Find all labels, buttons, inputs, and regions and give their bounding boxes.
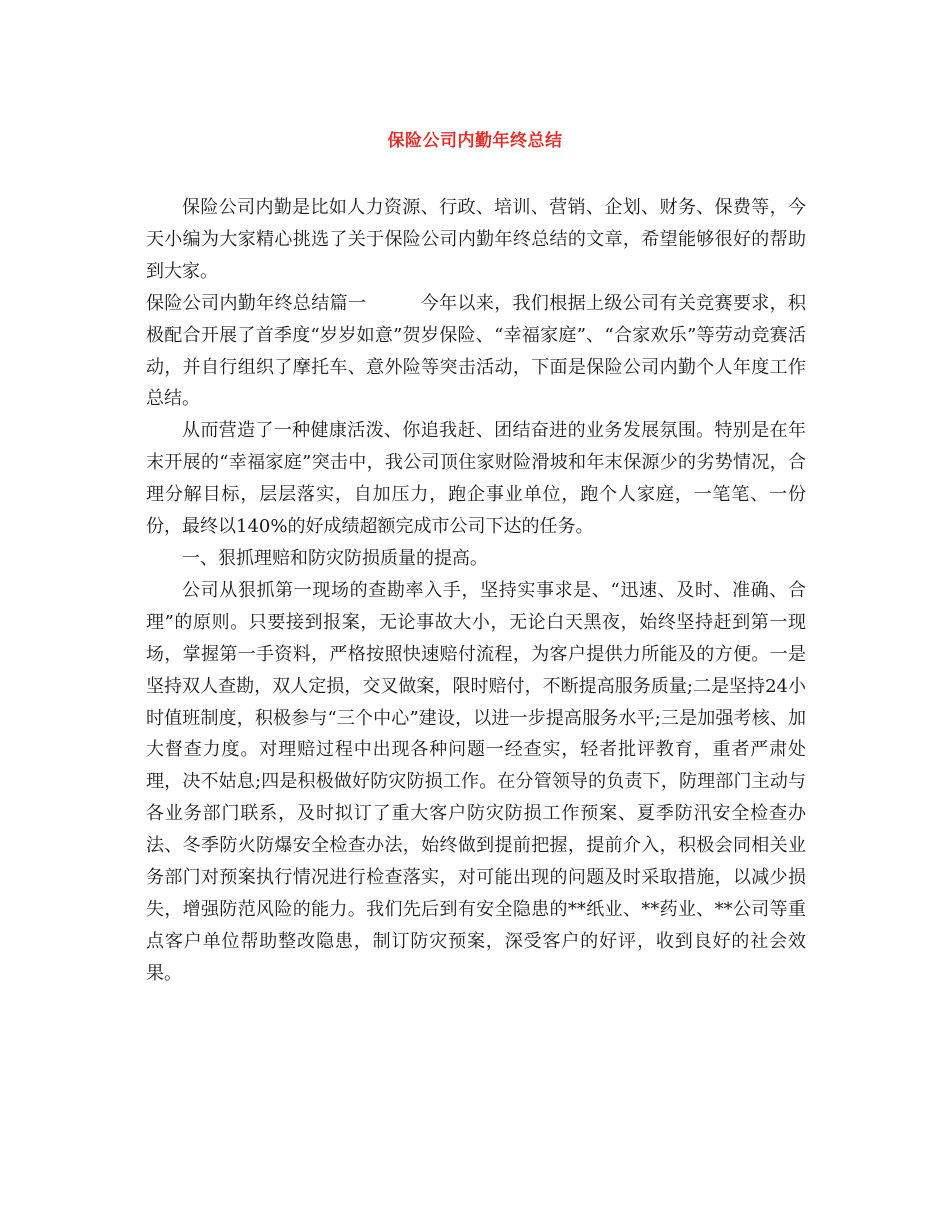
intro-paragraph: 保险公司内勤是比如人力资源、行政、培训、营销、企划、财务、保费等，今天小编为大家精心挑选了关于保险公司内勤年终总结的文章，希望能够很好的帮助到大家。: [146, 197, 806, 282]
subsection-heading: 一、狠抓理赔和防灾防损质量的提高。: [182, 547, 488, 569]
document-body: [146, 192, 806, 990]
document-title: 保险公司内勤年终总结: [387, 131, 563, 151]
section-one-heading: 保险公司内勤年终总结篇一: [146, 292, 367, 314]
section-one-text: 今年以来，我们根据上级公司有关竞赛要求，积极配合开展了首季度“岁岁如意”贺岁保险、“幸福家庭”、“合家欢乐”等劳动竞赛活动，并自行组织了摩托车、意外险等突击活动，下面是保险公司内勤个人年度工作总结。: [146, 292, 807, 410]
body-paragraph: 从而营造了一种健康活泼、你追我赶、团结奋进的业务发展氛围。特别是在年末开展的“幸福家庭”突击中，我公司顶住家财险滑坡和年末保源少的劣势情况，合理分解目标，层层落实，自加压力，跑企事业单位，跑个人家庭，一笔笔、一份份，最终以140%的好成绩超额完成市公司下达的任务。: [146, 420, 806, 538]
body-paragraph: 公司从狠抓第一现场的查勘率入手，坚持实事求是、“迅速、及时、准确、合理”的原则。只要接到报案，无论事故大小，无论白天黑夜，始终坚持赶到第一现场，掌握第一手资料，严格按照快速赔付流程，为客户提供力所能及的方便。一是坚持双人查勘，双人定损，交叉做案，限时赔付，不断提高服务质量;二是坚持24小时值班制度，积极参与“三个中心”建设，以进一步提高服务水平;三是加强考核、加大督查力度。对理赔过程中出现各种问题一经查实，轻者批评教育，重者严肃处理，决不姑息;四是积极做好防灾防损工作。在分管领导的负责下，防理部门主动与各业务部门联系，及时拟订了重大客户防灾防损工作预案、夏季防汛安全检查办法、冬季防火防爆安全检查办法，始终做到提前把握，提前介入，积极会同相关业务部门对预案执行情况进行检查落实，对可能出现的问题及时采取措施，以减少损失，增强防范风险的能力。我们先后到有安全隐患的**纸业、**药业、**公司等重点客户单位帮助整改隐患，制订防灾预案，深受客户的好评，收到良好的社会效果。: [146, 579, 806, 984]
section-one-paragraph: [146, 288, 806, 416]
